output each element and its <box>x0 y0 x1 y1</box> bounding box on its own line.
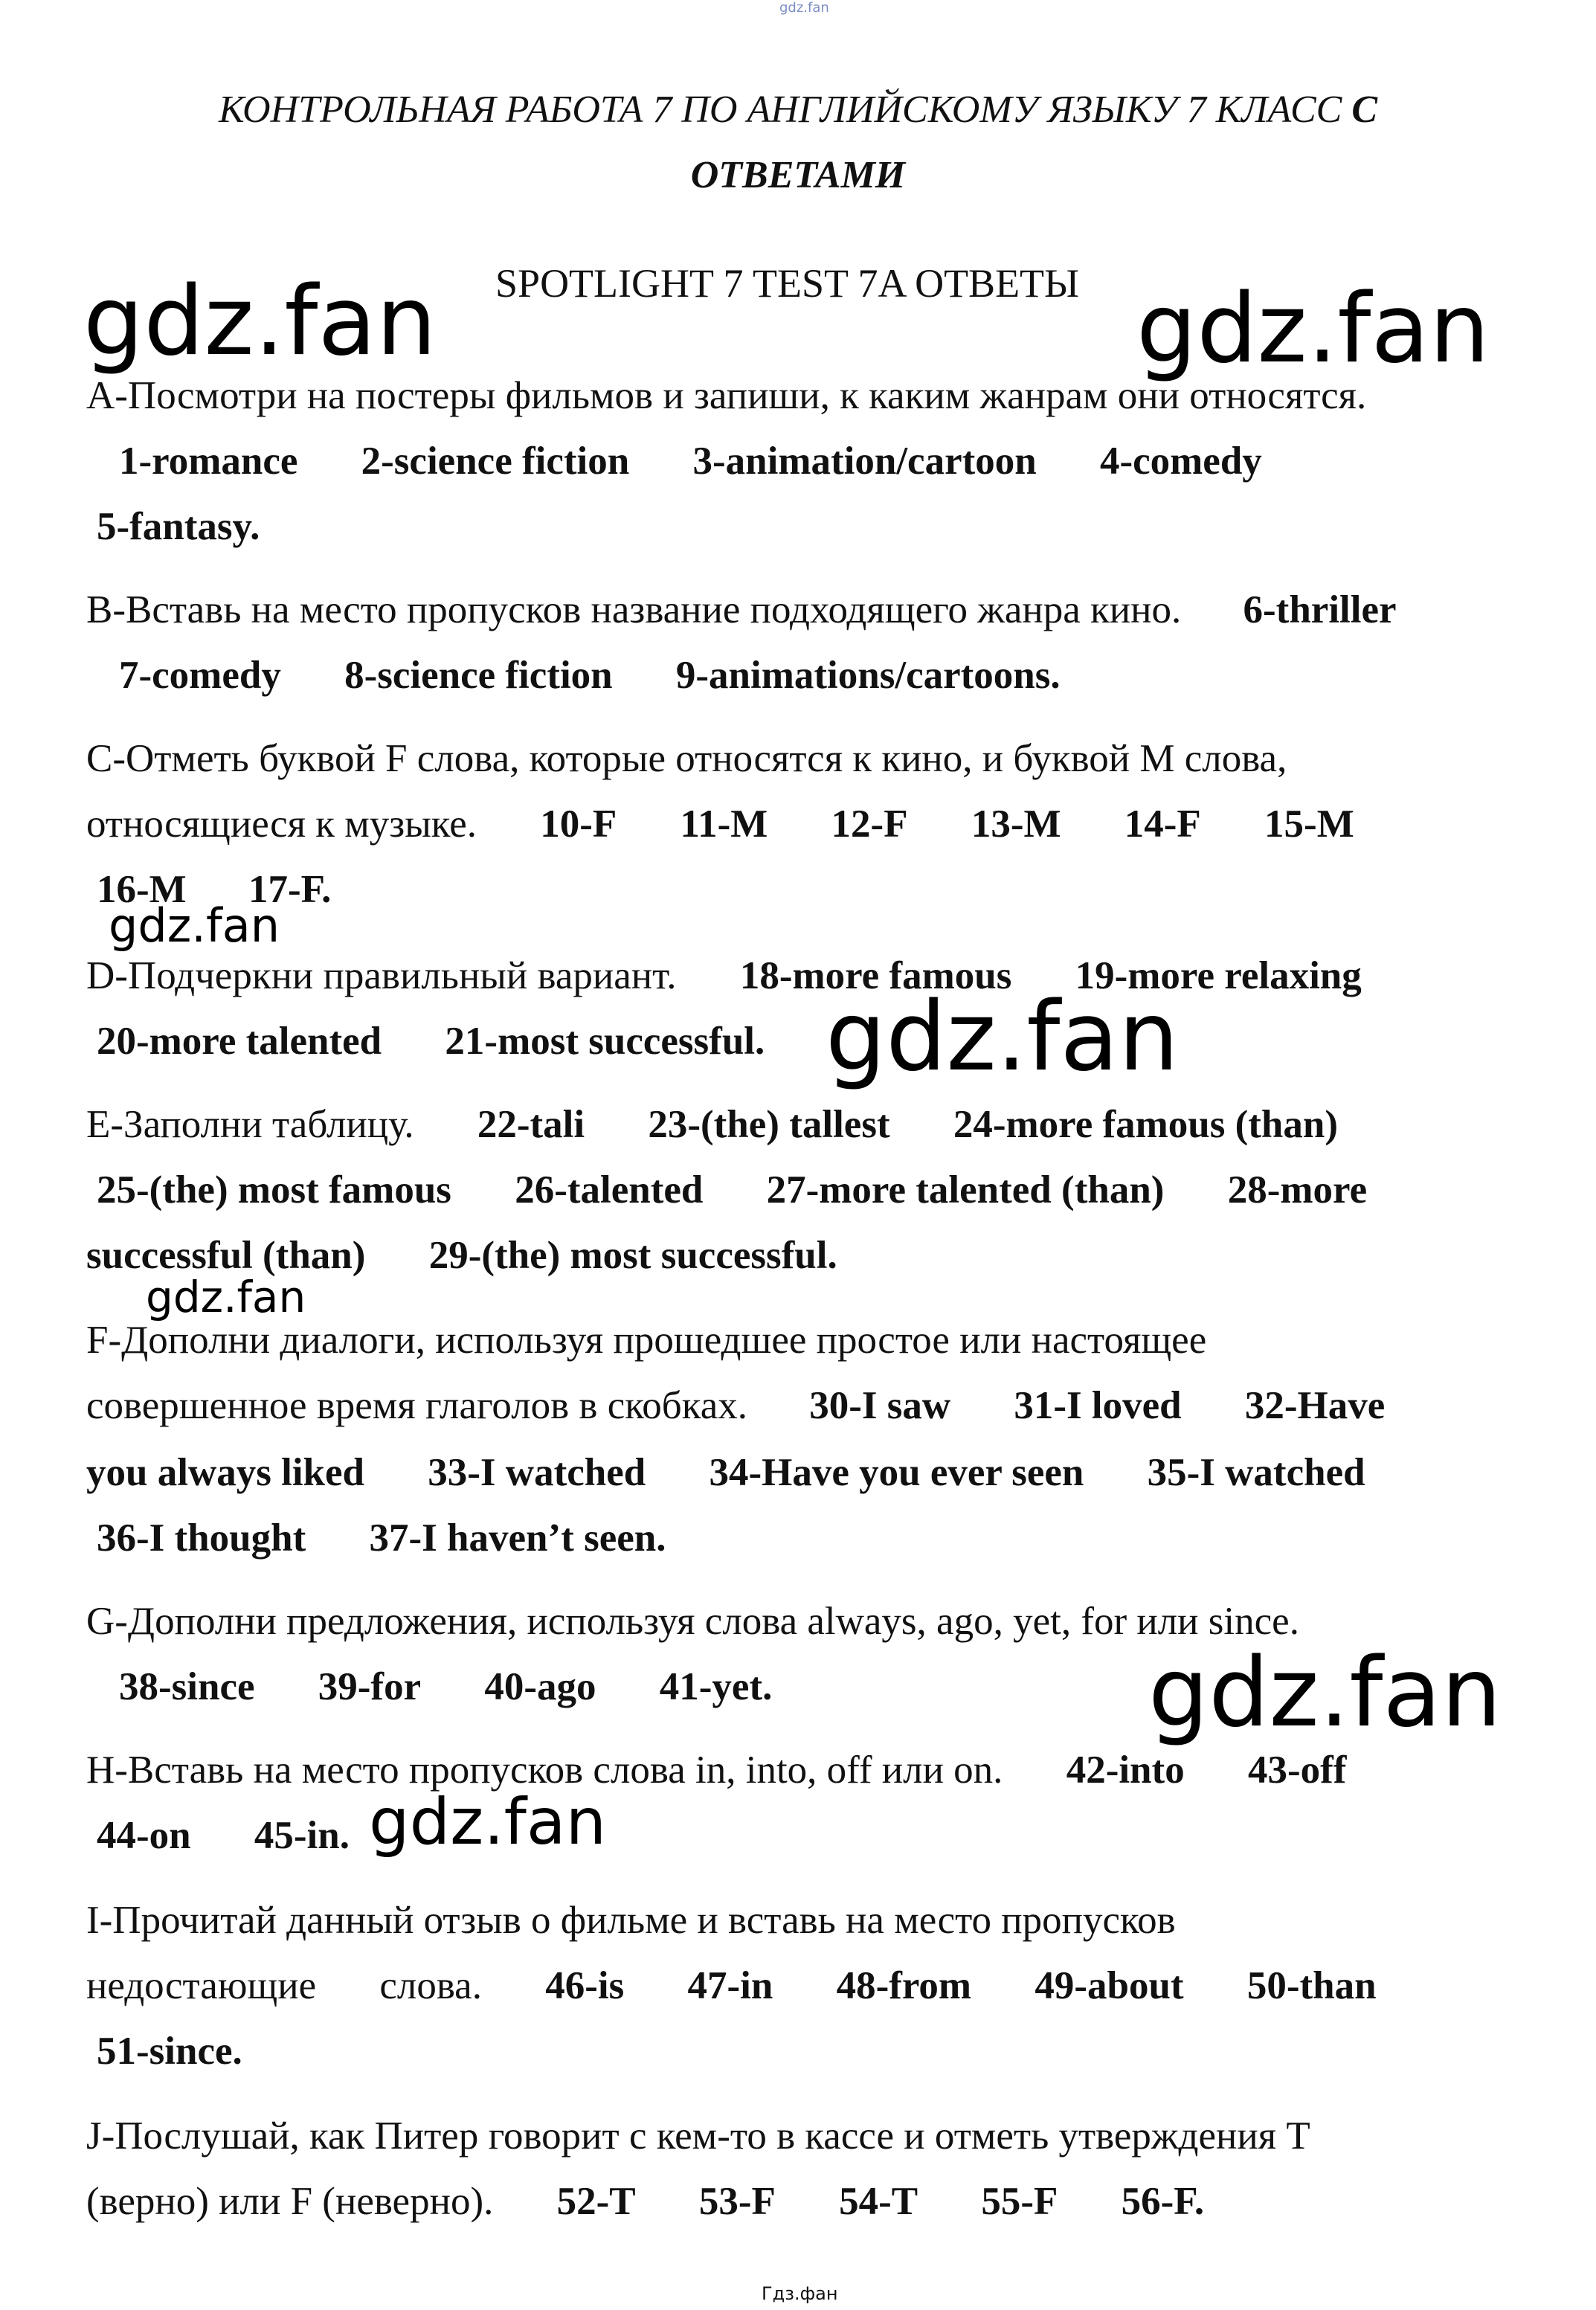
answer: 51-since. <box>97 2030 242 2073</box>
section-a-instruction: А-Посмотри на постеры фильмов и запиши, к каким жанрам они относятся. <box>86 374 1367 417</box>
answer: 41-yet. <box>659 1665 773 1708</box>
section-g-answers <box>119 1664 772 1709</box>
section-e-instruction: E-Заполни таблицу. <box>86 1103 414 1146</box>
section-c-instruction: С-Отметь буквой F слова, которые относятся к кино, и буквой M слова, <box>86 737 1287 780</box>
answer: 52-T <box>556 2180 636 2223</box>
answer: 40-ago <box>484 1665 596 1708</box>
answer: 17-F. <box>248 868 332 911</box>
section-i-line2 <box>86 1963 1377 2008</box>
answer: 54-T <box>839 2180 918 2223</box>
answer: 15-M <box>1264 802 1354 846</box>
answer: 36-I thought <box>97 1516 306 1560</box>
answer: 6-thriller <box>1243 588 1397 631</box>
answer: 12-F <box>831 802 908 846</box>
section-d-answers <box>97 1019 765 1064</box>
answer: 45-in. <box>254 1814 350 1857</box>
footer: Гдз.фан <box>762 2283 838 2304</box>
section-f-answers-4 <box>97 1516 666 1560</box>
answer: 10-F <box>540 802 617 846</box>
section-i-instruction-2a: недостающие <box>86 1964 317 2007</box>
section-c-instruction-2: относящиеся к музыке. <box>86 802 477 846</box>
answer: 19-more relaxing <box>1075 954 1362 997</box>
answer: 49-about <box>1034 1964 1184 2007</box>
answer: 23-(the) tallest <box>648 1103 890 1146</box>
section-b-answers <box>119 653 1061 698</box>
answer: 38-since <box>119 1665 255 1708</box>
section-f-line2 <box>86 1383 1385 1428</box>
section-j-instruction-2: (верно) или F (неверно). <box>86 2180 494 2223</box>
section-d-instruction: D-Подчеркни правильный вариант. <box>86 954 677 997</box>
page-title <box>0 88 1596 132</box>
section-h-answers <box>97 1813 350 1858</box>
watermark: gdz.fan <box>83 266 437 377</box>
answer: 32-Have <box>1244 1384 1386 1427</box>
section-a-answers-2 <box>97 504 260 549</box>
section-d-line1 <box>86 953 1362 998</box>
section-a-answers <box>119 439 1262 483</box>
watermark: gdz.fan <box>109 898 280 953</box>
answer: 48-from <box>836 1964 972 2007</box>
section-h-line1 <box>86 1748 1346 1792</box>
answer: successful (than) <box>86 1234 366 1277</box>
title-line2: ОТВЕТАМИ <box>690 154 906 196</box>
page-title-line2 <box>0 153 1596 197</box>
answer: 25-(the) most famous <box>97 1168 451 1212</box>
section-g-instruction: G-Дополни предложения, используя слова always, ago, yet, for или since. <box>86 1600 1299 1643</box>
answer: 33-I watched <box>428 1451 646 1494</box>
answer: 7-comedy <box>119 654 281 697</box>
answer: 27-more talented (than) <box>766 1168 1165 1212</box>
answer: 30-I saw <box>809 1384 951 1427</box>
answer: 31-I loved <box>1014 1384 1182 1427</box>
section-f-answers-3 <box>86 1450 1365 1495</box>
answer: 50-than <box>1246 1964 1377 2007</box>
answer: 24-more famous (than) <box>953 1103 1339 1146</box>
subtitle: SPOTLIGHT 7 TEST 7A ОТВЕТЫ <box>495 261 1080 306</box>
answer: 42-into <box>1066 1748 1185 1792</box>
watermark: gdz.fan <box>146 1272 306 1322</box>
section-h-instruction: H-Вставь на место пропусков слова in, into, off или on. <box>86 1748 1003 1792</box>
section-i-answers-3 <box>97 2029 242 2073</box>
answer: 56-F. <box>1121 2180 1205 2223</box>
answer: 13-M <box>971 802 1061 846</box>
watermark: gdz.fan <box>1136 274 1490 385</box>
answer: 53-F <box>698 2180 776 2223</box>
answer: 47-in <box>687 1964 773 2007</box>
section-f-instruction-2: совершенное время глаголов в скобках. <box>86 1384 747 1427</box>
answer: 37-I haven’t seen. <box>369 1516 666 1560</box>
section-i-instruction-2b: слова. <box>379 1964 482 2007</box>
answer: 55-F <box>981 2180 1058 2223</box>
answer: 34-Have you ever seen <box>709 1451 1084 1494</box>
answer: 8-science fiction <box>344 654 613 697</box>
section-e-answers <box>97 1168 1367 1212</box>
section-b-instruction: B-Вставь на место пропусков название подходящего жанра кино. <box>86 588 1182 631</box>
section-e-line1 <box>86 1102 1338 1147</box>
answer: you always liked <box>86 1451 365 1494</box>
answer: 9-animations/cartoons. <box>675 654 1061 697</box>
section-j-line2 <box>86 2179 1204 2224</box>
section-c-answers-3 <box>97 867 331 912</box>
title-line1-bold: С <box>1351 89 1378 131</box>
answer: 21-most successful. <box>445 1020 765 1063</box>
section-b-line1 <box>86 588 1397 632</box>
section-c-line2 <box>86 802 1354 846</box>
answer: 5-fantasy. <box>97 505 260 548</box>
answer: 18-more famous <box>739 954 1012 997</box>
section-j-instruction: J-Послушай, как Питер говорит с кем-то в кассе и отметь утверждения T <box>86 2114 1310 2158</box>
answer: 4-comedy <box>1099 440 1262 483</box>
watermark: gdz.fan <box>369 1785 607 1859</box>
section-e-answers-3 <box>86 1233 837 1278</box>
answer: 20-more talented <box>97 1020 382 1063</box>
answer: 43-off <box>1247 1748 1347 1792</box>
section-f-instruction: F-Дополни диалоги, используя прошедшее простое или настоящее <box>86 1319 1207 1362</box>
answer: 14-F <box>1124 802 1201 846</box>
answer: 29-(the) most successful. <box>428 1234 837 1277</box>
section-i-instruction: I-Прочитай данный отзыв о фильме и вставь на место пропусков <box>86 1899 1176 1942</box>
answer: 39-for <box>318 1665 422 1708</box>
answer: 46-is <box>545 1964 625 2007</box>
answer: 44-on <box>97 1814 191 1857</box>
answer: 2-science fiction <box>361 440 630 483</box>
answer: 16-M <box>97 868 187 911</box>
watermark: gdz.fan <box>1148 1638 1502 1748</box>
answer: 11-M <box>680 802 768 846</box>
answer: 28-more <box>1227 1168 1368 1212</box>
answer: 35-I watched <box>1147 1451 1365 1494</box>
answer: 22-tali <box>477 1103 585 1146</box>
header-watermark: gdz.fan <box>779 0 829 16</box>
title-line1: КОНТРОЛЬНАЯ РАБОТА 7 ПО АНГЛИЙСКОМУ ЯЗЫКУ 7 КЛАСС <box>218 89 1342 131</box>
answer: 26-talented <box>515 1168 704 1212</box>
answer: 1-romance <box>119 440 298 483</box>
answer: 3-animation/cartoon <box>692 440 1037 483</box>
watermark: gdz.fan <box>826 982 1179 1093</box>
